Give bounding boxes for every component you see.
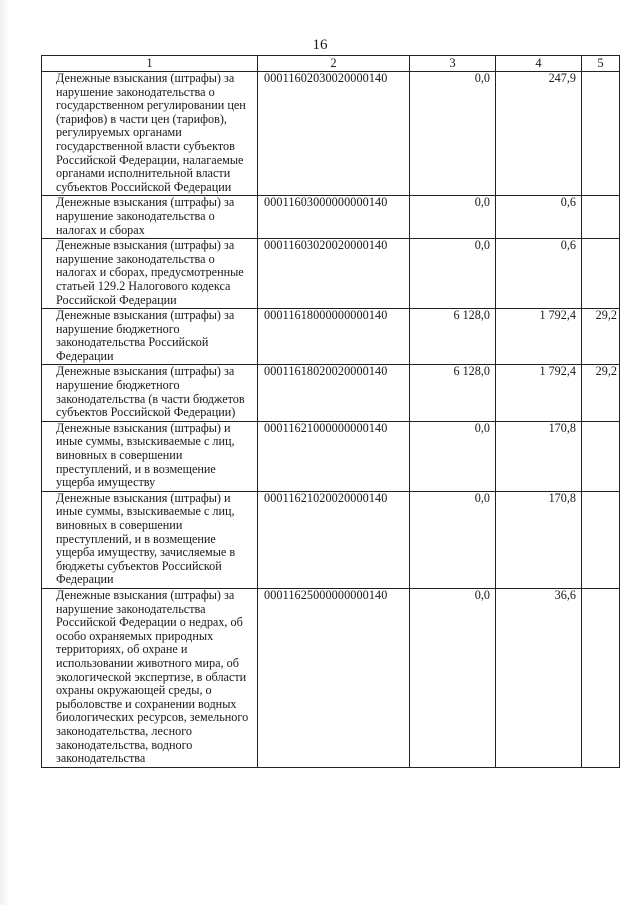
row-col5 [582, 588, 620, 767]
row-col3: 0,0 [410, 72, 496, 196]
header-cell-4: 4 [496, 56, 582, 72]
row-name: Денежные взыскания (штрафы) за нарушение бюджетного законодательства Российской Федерации [42, 309, 258, 365]
row-name: Денежные взыскания (штрафы) за нарушение законодательства о налогах и сборах, предусмотренные статьей 129.2 Налогового кодекса Российской Федерации [42, 239, 258, 309]
row-code: 00011618000000000140 [258, 309, 410, 365]
table-row [42, 239, 620, 309]
row-col5 [582, 196, 620, 239]
table-row [42, 196, 620, 239]
table-row [42, 421, 620, 491]
row-code: 00011603000000000140 [258, 196, 410, 239]
header-cell-5: 5 [582, 56, 620, 72]
header-cell-1: 1 [42, 56, 258, 72]
row-col4: 0,6 [496, 239, 582, 309]
table-header-row [42, 56, 620, 72]
table-row [42, 72, 620, 196]
row-code: 00011621020020000140 [258, 491, 410, 588]
row-col4: 1 792,4 [496, 365, 582, 421]
row-col5: 29,2 [582, 365, 620, 421]
row-col4: 1 792,4 [496, 309, 582, 365]
row-col5 [582, 491, 620, 588]
row-col4: 36,6 [496, 588, 582, 767]
row-name: Денежные взыскания (штрафы) за нарушение законодательства о государственном регулировании цен (тарифов) в части цен (тарифов), регулируемых органами государственной власти субъектов Российской Федерации, налагаемые органами исполнительной власти субъектов Российской Федерации [42, 72, 258, 196]
header-cell-2: 2 [258, 56, 410, 72]
row-name: Денежные взыскания (штрафы) и иные суммы, взыскиваемые с лиц, виновных в совершении преступлений, и в возмещение ущерба имуществу [42, 421, 258, 491]
table-row [42, 588, 620, 767]
row-code: 00011618020020000140 [258, 365, 410, 421]
row-col5: 29,2 [582, 309, 620, 365]
table-row [42, 365, 620, 421]
row-col4: 170,8 [496, 421, 582, 491]
row-code: 00011625000000000140 [258, 588, 410, 767]
scan-edge-shadow [0, 0, 10, 905]
row-col3: 6 128,0 [410, 309, 496, 365]
table-row [42, 491, 620, 588]
row-name: Денежные взыскания (штрафы) за нарушение законодательства Российской Федерации о недрах, об особо охраняемых природных территориях, об охране и использовании животного мира, об экологической экспертизе, в области охраны окружающей среды, о рыболовстве и сохранении водных биологических ресурсов, земельного законодательства, лесного законодательства, водного законодательства [42, 588, 258, 767]
row-col5 [582, 239, 620, 309]
row-name: Денежные взыскания (штрафы) за нарушение законодательства о налогах и сборах [42, 196, 258, 239]
page-number: 16 [312, 37, 328, 53]
row-col4: 247,9 [496, 72, 582, 196]
revenue-table [41, 55, 620, 768]
row-col3: 0,0 [410, 196, 496, 239]
row-col5 [582, 421, 620, 491]
row-code: 00011621000000000140 [258, 421, 410, 491]
row-col3: 0,0 [410, 421, 496, 491]
header-cell-3: 3 [410, 56, 496, 72]
row-col3: 0,0 [410, 588, 496, 767]
table-row [42, 309, 620, 365]
row-name: Денежные взыскания (штрафы) и иные суммы, взыскиваемые с лиц, виновных в совершении преступлений, и в возмещение ущерба имуществу, зачисляемые в бюджеты субъектов Российской Федерации [42, 491, 258, 588]
row-col4: 0,6 [496, 196, 582, 239]
row-code: 00011602030020000140 [258, 72, 410, 196]
row-col3: 0,0 [410, 491, 496, 588]
row-col4: 170,8 [496, 491, 582, 588]
row-col5 [582, 72, 620, 196]
row-code: 00011603020020000140 [258, 239, 410, 309]
row-col3: 0,0 [410, 239, 496, 309]
row-name: Денежные взыскания (штрафы) за нарушение бюджетного законодательства (в части бюджетов субъектов Российской Федерации) [42, 365, 258, 421]
row-col3: 6 128,0 [410, 365, 496, 421]
